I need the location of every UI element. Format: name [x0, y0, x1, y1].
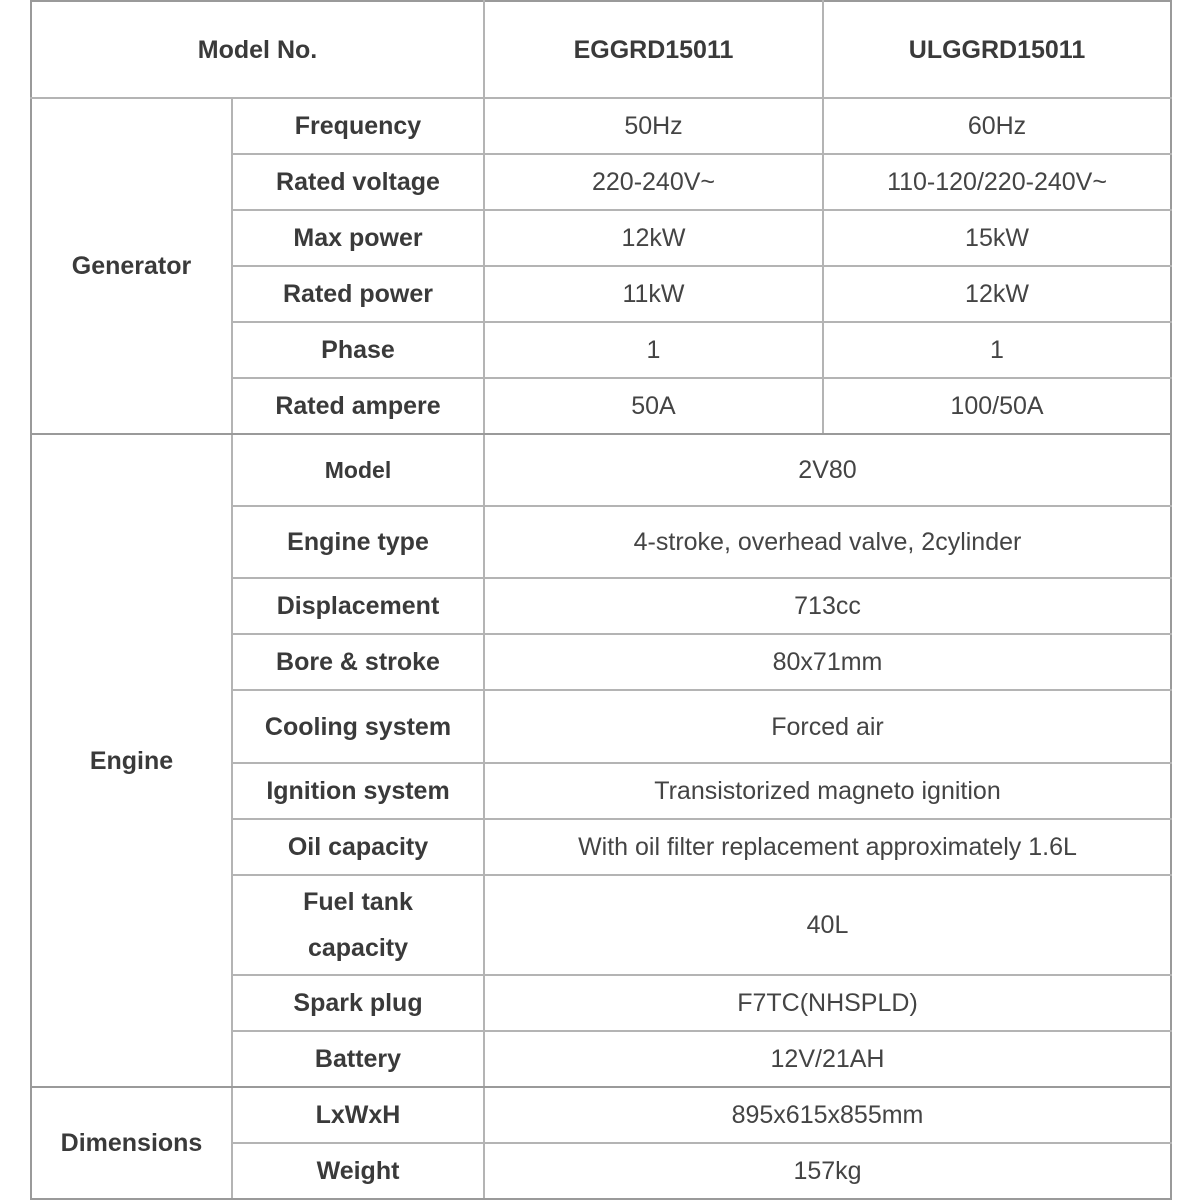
row-value: 60Hz [823, 98, 1171, 154]
row-value: 80x71mm [484, 634, 1171, 690]
row-label: Rated power [232, 266, 484, 322]
row-value: 2V80 [484, 434, 1171, 506]
row-label: Max power [232, 210, 484, 266]
row-value: 4-stroke, overhead valve, 2cylinder [484, 506, 1171, 578]
table-row [31, 434, 1171, 506]
row-value: Forced air [484, 690, 1171, 763]
row-label: Displacement [232, 578, 484, 634]
row-label: Battery [232, 1031, 484, 1087]
row-value: 110-120/220-240V~ [823, 154, 1171, 210]
row-label: Rated voltage [232, 154, 484, 210]
row-value: 713cc [484, 578, 1171, 634]
row-label: Cooling system [232, 690, 484, 763]
row-value: With oil filter replacement approximately 1.6L [484, 819, 1171, 875]
row-value: F7TC(NHSPLD) [484, 975, 1171, 1031]
row-value: 12kW [823, 266, 1171, 322]
row-value: 1 [823, 322, 1171, 378]
row-value: 50Hz [484, 98, 823, 154]
header-row [31, 1, 1171, 98]
group-engine: Engine [31, 434, 232, 1087]
row-value: 12kW [484, 210, 823, 266]
row-label: Weight [232, 1143, 484, 1199]
row-label: Model [232, 434, 484, 506]
row-value: 1 [484, 322, 823, 378]
row-label: Rated ampere [232, 378, 484, 434]
group-generator: Generator [31, 98, 232, 434]
row-label: Frequency [232, 98, 484, 154]
table-row [31, 98, 1171, 154]
model-header-ulggrd15011: ULGGRD15011 [823, 1, 1171, 98]
row-label: Spark plug [232, 975, 484, 1031]
row-label: Oil capacity [232, 819, 484, 875]
model-no-header: Model No. [31, 1, 484, 98]
row-label: Engine type [232, 506, 484, 578]
group-dimensions: Dimensions [31, 1087, 232, 1199]
row-label: Phase [232, 322, 484, 378]
row-value: 15kW [823, 210, 1171, 266]
row-label: Bore & stroke [232, 634, 484, 690]
row-label: LxWxH [232, 1087, 484, 1143]
row-value: 12V/21AH [484, 1031, 1171, 1087]
spec-table [30, 0, 1172, 1200]
row-value: Transistorized magneto ignition [484, 763, 1171, 819]
row-value: 11kW [484, 266, 823, 322]
row-label: Ignition system [232, 763, 484, 819]
row-value: 50A [484, 378, 823, 434]
row-value: 100/50A [823, 378, 1171, 434]
table-row [31, 1087, 1171, 1143]
model-header-eggrd15011: EGGRD15011 [484, 1, 823, 98]
row-value: 220-240V~ [484, 154, 823, 210]
row-value: 157kg [484, 1143, 1171, 1199]
row-value: 895x615x855mm [484, 1087, 1171, 1143]
row-value: 40L [484, 875, 1171, 975]
row-label: Fuel tank capacity [232, 875, 484, 975]
